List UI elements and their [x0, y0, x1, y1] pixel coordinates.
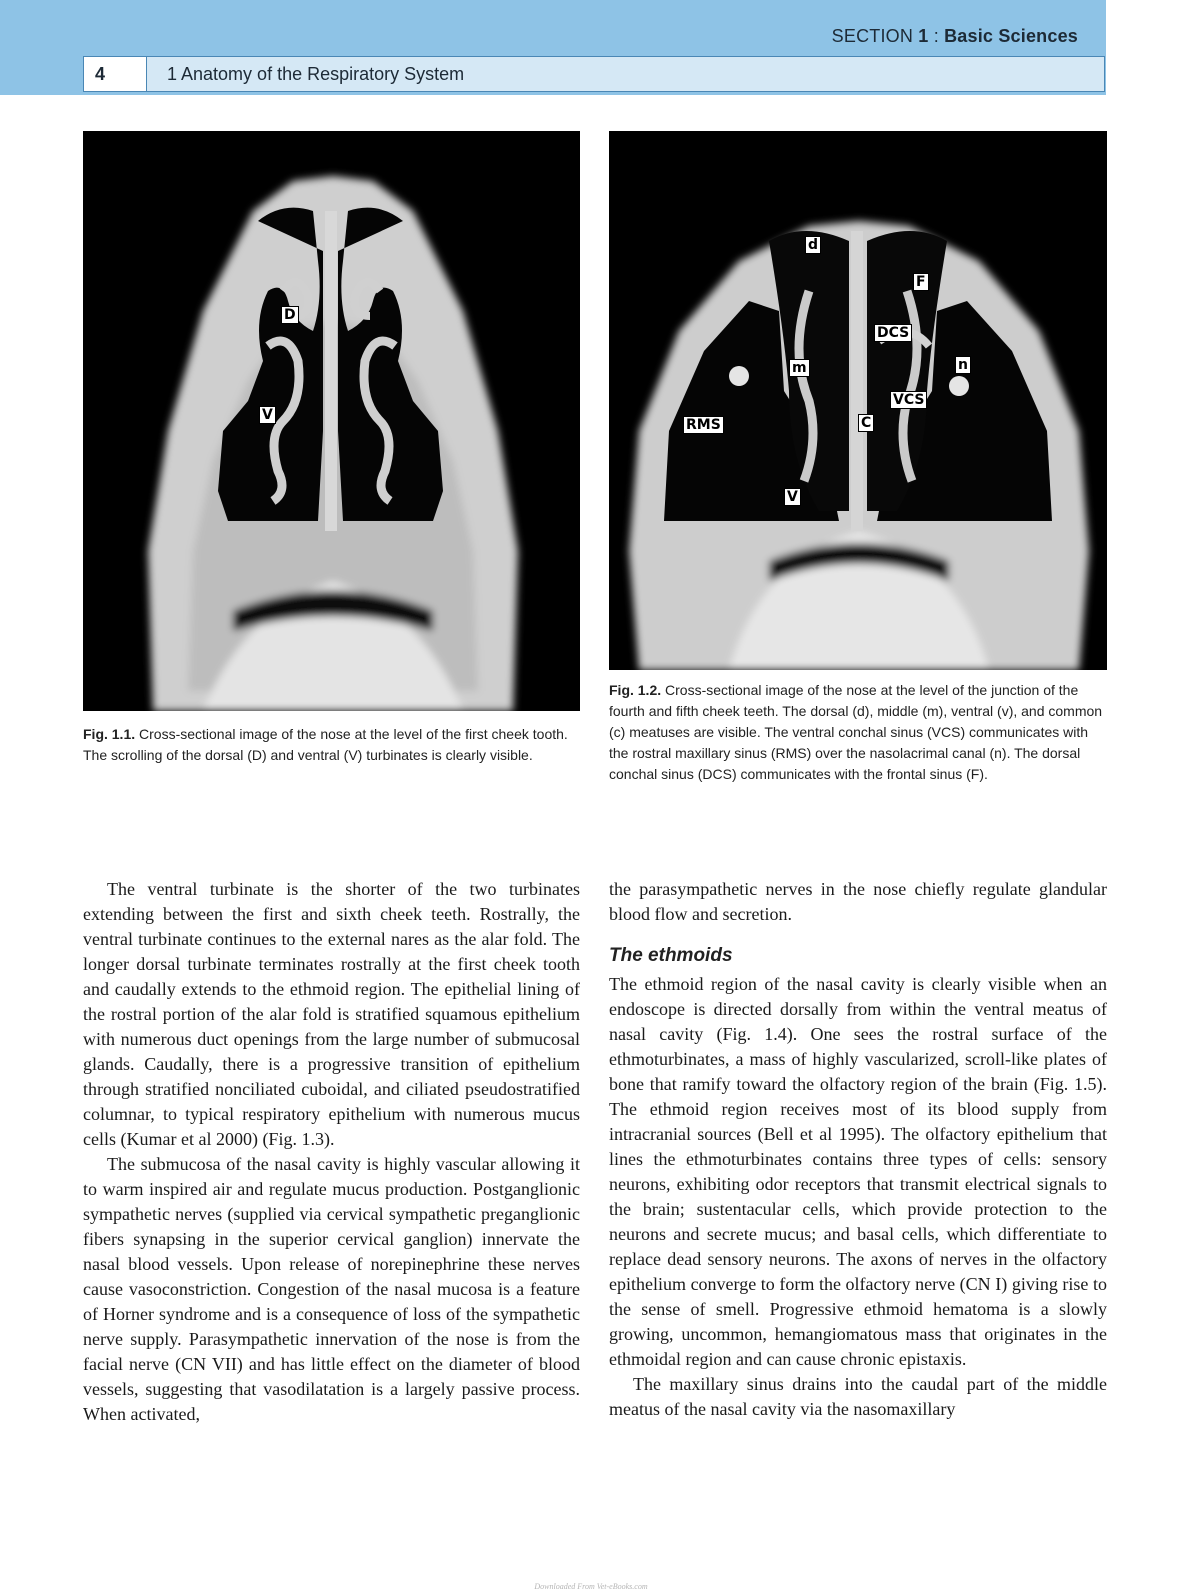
figure-1-2-ct-image — [609, 131, 1107, 670]
section-heading-ethmoids: The ethmoids — [609, 945, 733, 966]
figure-label-n: n — [955, 356, 971, 374]
paragraph-continuation: the parasympathetic nerves in the nose chiefly regulate glandular blood flow and secretion. — [609, 879, 1107, 924]
figure-1-1-ct-image — [83, 131, 580, 711]
figure-label-RMS: RMS — [683, 416, 724, 434]
figure-label-m: m — [789, 359, 810, 377]
figure-label-D: D — [281, 306, 299, 324]
chapter-title: 1 Anatomy of the Respiratory System — [167, 64, 465, 84]
figure-label-V: V — [259, 406, 276, 424]
paragraph-ventral-turbinate: The ventral turbinate is the shorter of the two turbinates extending between the first and sixth cheek teeth. Rostrally, the ventral turbinate continues to the external nares as the alar fold. The longer dorsal turbinate terminates rostrally at the first cheek tooth and caudally extends to the ethmoid region. The epithelial lining of the rostral portion of the alar fold is stratified squamous epithelium with numerous duct openings from the large number of submucosal glands. Caudally, there is a progressive transition of epithelium through stratified nonciliated cuboidal, and ciliated pseudostratified columnar, to typical respiratory epithelium with numerous mucus cells (Kumar et al 2000) (Fig. 1.3). — [83, 879, 580, 1149]
figure-1-1-caption: Fig. 1.1. Cross-sectional image of the nose at the level of the first cheek tooth. The scrolling of the dorsal (D) and ventral (V) turbinates is clearly visible. — [83, 726, 568, 763]
paragraph-maxillary-sinus: The maxillary sinus drains into the caudal part of the middle meatus of the nasal cavity via the nasomaxillary — [609, 1374, 1107, 1419]
figure-label-d: d — [805, 236, 821, 254]
figure-1-2-caption: Fig. 1.2. Cross-sectional image of the nose at the level of the junction of the fourth and fifth cheek teeth. The dorsal (d), middle (m), ventral (v), and common (c) meatuses are visible. The ventral conchal sinus (VCS) communicates with the rostral maxillary sinus (RMS) over the nasolacrimal canal (n). The dorsal conchal sinus (DCS) communicates with the frontal sinus (F). — [609, 682, 1103, 782]
figure-label-VCS: VCS — [890, 391, 927, 409]
footer-watermark: Downloaded From Vet-eBooks.com — [534, 1582, 648, 1591]
page-number: 4 — [84, 57, 147, 91]
ct-scan-drawing — [609, 131, 1107, 670]
chapter-bar — [83, 56, 1105, 92]
figure-label-c: C — [858, 414, 874, 432]
ct-scan-drawing — [83, 131, 580, 711]
body-column-right — [609, 877, 1107, 1422]
body-column-left — [83, 877, 580, 1427]
figure-label-F: F — [913, 273, 929, 291]
paragraph-ethmoid-region: The ethmoid region of the nasal cavity is clearly visible when an endoscope is directed dorsally from within the ventral meatus of nasal cavity (Fig. 1.4). One sees the rostral surface of the ethmoturbinates, a mass of highly vascularized, scroll-like plates of bone that ramify toward the olfactory region of the brain (Fig. 1.5). The ethmoid region receives most of its blood supply from intracranial sources (Bell et al 1995). The olfactory epithelium that lines the ethmoturbinates contains three types of cells: sensory neurons, exhibiting odor receptors that transmit electrical signals to the brain; sustentacular cells, which provide protection to the neurons and secrete mucus; and basal cells, which differentiate to replace dead sensory neurons. The axons of nerves in the olfactory epithelium converge to form the olfactory nerve (CN I) giving rise to the sense of smell. Progressive ethmoid hematoma is a slowly growing, uncommon, hemangiomatous mass that originates in the ethmoidal region and can cause chronic epistaxis. — [609, 974, 1107, 1369]
paragraph-submucosa: The submucosa of the nasal cavity is highly vascular allowing it to warm inspired air and regulate mucus production. Postganglionic sympathetic nerves (supplied via cervical sympathetic preganglionic fibers synapsing in the superior cervical ganglion) innervate the nasal blood vessels. Upon release of norepinephrine these nerves cause vasoconstriction. Congestion of the nasal mucosa is a feature of Horner syndrome and is a consequence of loss of the sympathetic nerve supply. Parasympathetic innervation of the nose is from the facial nerve (CN VII) and has little effect on the diameter of blood vessels, suggesting that vasodilatation is a largely passive process. When activated, — [83, 1154, 580, 1424]
figure-label-DCS: DCS — [874, 324, 912, 342]
figure-label-v: V — [784, 488, 801, 506]
section-label: SECTION 1 : Basic Sciences — [831, 26, 1078, 46]
